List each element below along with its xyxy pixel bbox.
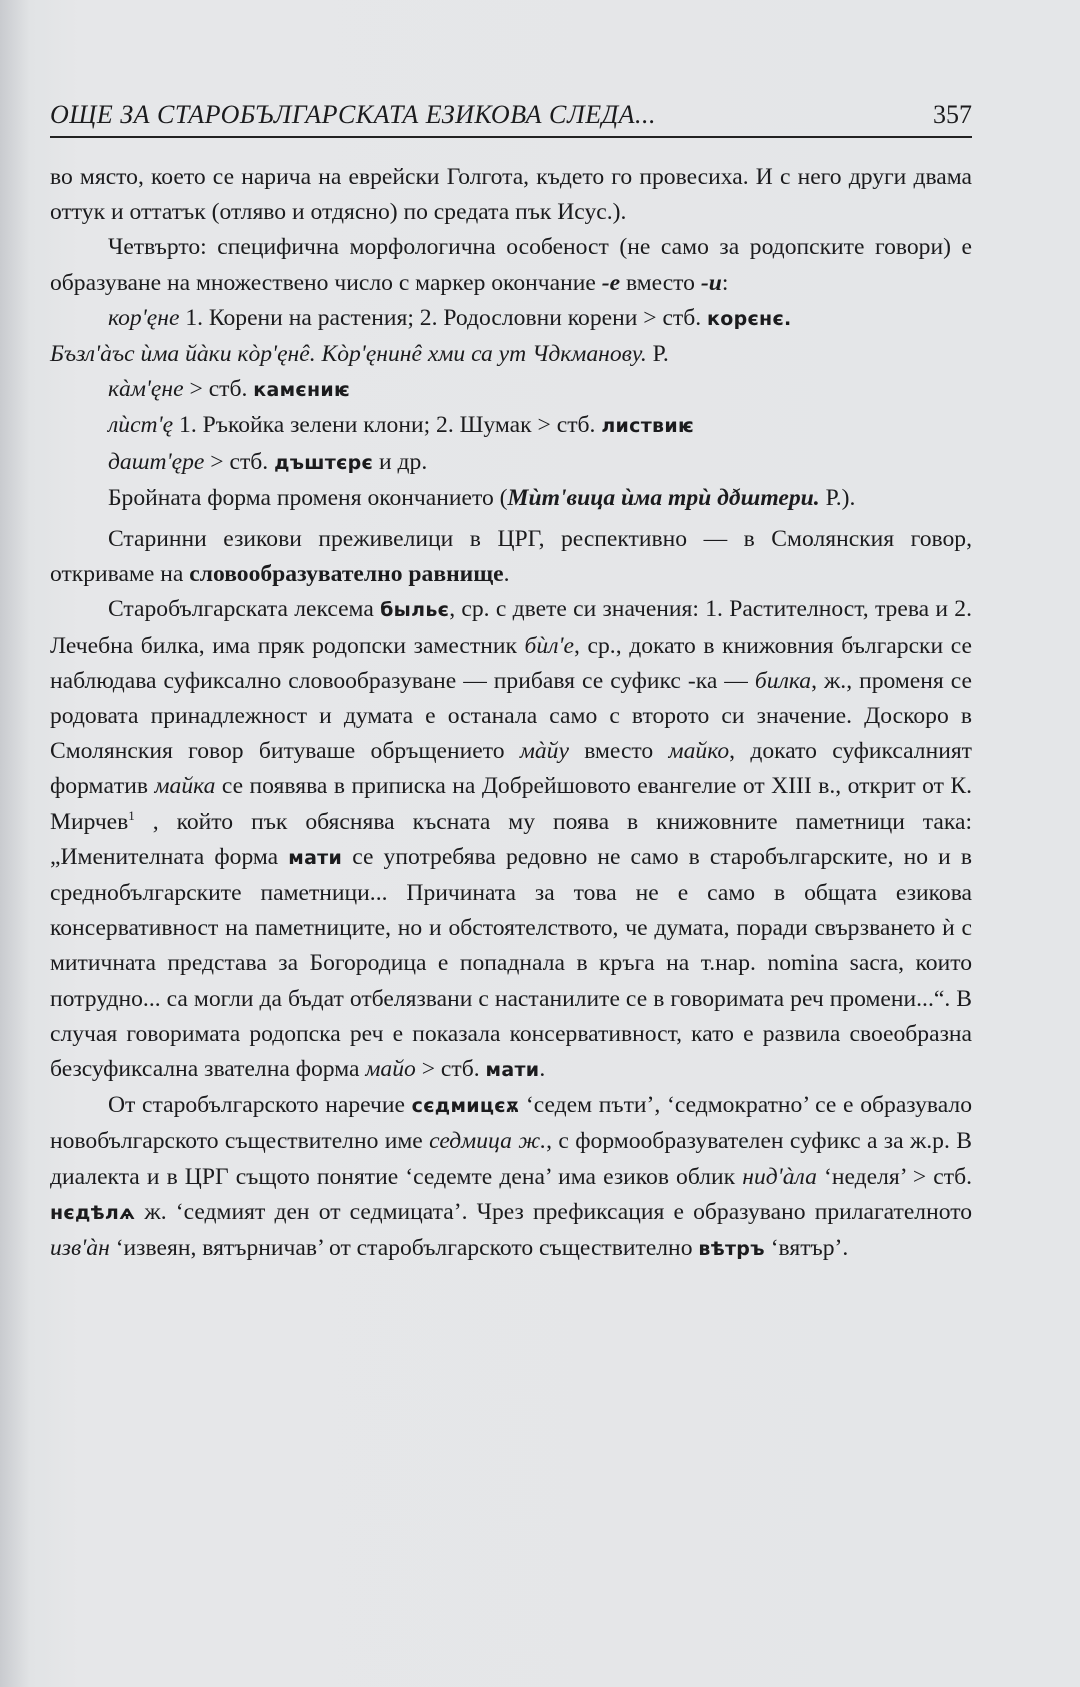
paragraph-3 <box>50 481 972 516</box>
text: ‘неделя’ > стб. <box>816 1163 972 1190</box>
old-bulgarian-form: камєниѥ <box>253 379 351 402</box>
text: , докато суфиксалният формaтив <box>50 738 972 800</box>
definition: 1. Корени на растения; 2. Родословни корени > стб. <box>179 304 708 331</box>
paragraph-4 <box>50 522 972 592</box>
paragraph-5 <box>50 592 972 1088</box>
paragraph-6 <box>50 1088 972 1267</box>
old-bulgarian-form: мати <box>485 1059 540 1082</box>
dialect-word: дашт'ęре <box>108 448 205 475</box>
definition: > стб. <box>204 448 275 475</box>
text: > стб. <box>415 1056 486 1083</box>
dialect-word: мàйу <box>519 738 569 765</box>
text: ‘седем пъти’, ‘седмократно’ се е образувало новобългарското съществително име <box>50 1092 972 1155</box>
dialect-word: нид'àла <box>742 1163 817 1190</box>
old-bulgarian-form: вѣтръ <box>698 1238 765 1261</box>
italic-word: билка <box>754 667 812 694</box>
italic-word: майка <box>154 773 216 800</box>
dialect-word: бѝл'е <box>524 632 575 659</box>
running-title: ОЩЕ ЗА СТАРОБЪЛГАРСКАТА ЕЗИКОВА СЛЕДА... <box>50 100 657 129</box>
text: се употребява редовно не само в старобългарските, но и в среднобългарските паметници... Причината за това не е само в общата езикова консервативност на паметниците, но и обстоятелството, че думата, поради свързването ѝ с митичната представа за Богородица е попаднала в кръга на т.нар. nomina sacra, които потрудно... са могли да бъдат отбелязвани с настанилите се в говоримата реч промени...“. В случая говоримата родопска реч е показала консервативност, като е развила своеобразна безсуфиксална звателна форма <box>50 843 973 1083</box>
page-body <box>50 160 972 1267</box>
text: вместо <box>620 269 701 296</box>
definition: 1. Ръкойка зелени клони; 2. Шумак > стб. <box>173 412 602 439</box>
old-bulgarian-form: быльє <box>380 599 450 622</box>
old-bulgarian-form: дъштєрє <box>274 451 374 474</box>
old-bulgarian-form: корєнє. <box>707 307 792 330</box>
italic-word: майко <box>668 738 730 765</box>
text: . <box>503 561 510 588</box>
text: , ср., докато в книжовния български се наблюдава суфиксално словообразуване — прибавя се суфикс -ка — <box>50 632 972 694</box>
example-koren-citation <box>50 337 972 372</box>
text: се появява в приписка на Добрейшовото евангелие от XIII в., открит от К. Мирчев <box>50 773 972 835</box>
emphasis: словообразувателно равнище <box>189 561 504 588</box>
text: ‘вятър’. <box>764 1235 849 1262</box>
text: ж. ‘седмият ден от седмицата’. Чрез префиксация е образувано прилагателното <box>135 1198 972 1225</box>
dialect-word: лѝст'ę <box>108 412 174 439</box>
text: вместо <box>568 738 669 765</box>
text: От старобългарското наречие <box>108 1092 412 1119</box>
italic-word: седмица ж. <box>429 1128 547 1155</box>
text: Старинни езикови преживелици в ЦРГ, респективно — в Смолянския говор, откриваме на <box>50 526 972 588</box>
text: Бройната форма променя окончанието ( <box>108 484 508 511</box>
text: Старобългарската лексема <box>108 596 381 623</box>
text: : <box>721 269 729 296</box>
example-kamene <box>50 372 972 408</box>
source-mark: Р. <box>646 341 669 368</box>
example-liste <box>50 408 972 444</box>
text: Четвърто: специфична морфологична особеност (не само за родопските говори) е образуване на множествено число с маркер окончание <box>50 234 972 296</box>
dialect-word: изв'àн <box>50 1235 110 1262</box>
example-koren <box>50 301 972 337</box>
text: , ср. с двете си значения: 1. Растителност, трева и 2. Лечебна билка, има пряк родопски заместник <box>50 596 972 659</box>
paragraph-2 <box>50 230 972 300</box>
old-bulgarian-form: нєдѣлѧ <box>50 1201 136 1224</box>
dialect-word: майо <box>365 1056 416 1083</box>
ending-e: -е <box>601 269 621 296</box>
running-header <box>50 92 972 138</box>
text: Р.). <box>819 484 856 511</box>
old-bulgarian-form: мати <box>288 846 343 869</box>
dialect-citation: Бъзл'àъс ѝма йàки кòр'ęнê. Кòр'ęнинê хми са ут Чдкманову. <box>50 341 647 368</box>
text: , който пък обяснява късната му поява в книжовните паметници така: „Именителната форма <box>50 808 972 870</box>
text: . <box>539 1056 546 1083</box>
dialect-word: кàм'ęне <box>108 376 184 403</box>
dialect-word: кор'ęне <box>108 304 180 331</box>
text: ‘извеян, вятърничав’ от старобългарското съществително <box>109 1235 699 1262</box>
dialect-citation: Мѝт'вица ѝма трѝ дðштери. <box>507 484 820 511</box>
ending-i: -и <box>700 269 722 296</box>
footnote-marker: 1 <box>128 807 135 823</box>
example-dashtere <box>50 445 972 481</box>
text: и др. <box>373 448 428 475</box>
paragraph-1: во място, което се нарича на еврейски Голгота, където го провесиха. И с него други двама оттук и оттатък (отляво и отдясно) по средата пък Исус.). <box>50 164 972 226</box>
text: , ж., променя се родовата принадлежност и думата е останала само с второто си значение. Доскоро в Смолянския говор битуваше обръщението <box>50 667 972 765</box>
page-number: 357 <box>933 100 972 129</box>
definition: > стб. <box>183 376 254 403</box>
old-bulgarian-form: сєдмицєѫ <box>411 1095 520 1118</box>
old-bulgarian-form: листвиѥ <box>601 415 695 438</box>
text: , с формообразувателен суфикс а за ж.р. В диалекта и в ЦРГ същото понятие ‘седемте дена’ има езиков облик <box>50 1128 972 1190</box>
